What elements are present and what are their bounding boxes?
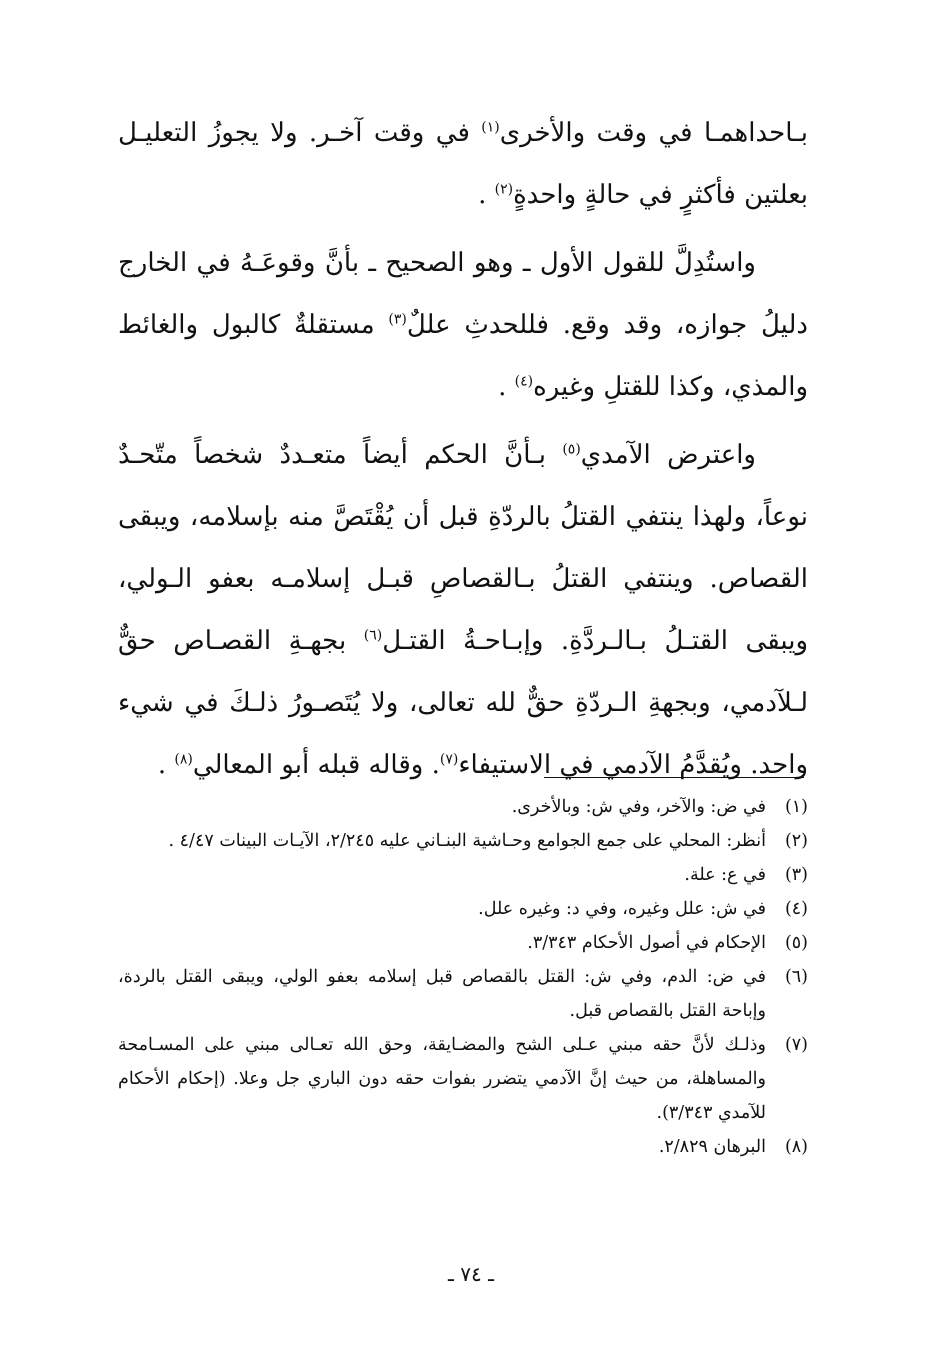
paragraph-text: واستُدِلَّ للقول الأول ـ وهو الصحيح ـ بأنَّ وقوعَـهُ في الخارج دليلُ جوازه، وقد وقع. فللحدثِ عللٌ [118, 248, 808, 340]
paragraph [118, 424, 808, 796]
main-text [118, 102, 808, 802]
footnote [118, 1028, 808, 1130]
footnote-number: (٤) [784, 899, 808, 919]
footnote-marker: (٦) [363, 627, 383, 644]
footnote-marker: (٨) [174, 751, 193, 768]
footnote-text: وذلـك لأنَّ حقه مبني عـلى الشح والمضـايقة، وحق الله تعـالى مبني على المسـامحة والمساهلة، من حيث إنَّ الآدمي يتضرر بفوات حقه دون الباري جل وعلا. (إحكام الأحكام للآمدي ٣/٣٤٣). [118, 1035, 766, 1123]
footnote-text: في ش: علل وغيره، وفي د: وغيره علل. [478, 899, 766, 919]
paragraph-text: بـأنَّ الحكم أيضاً متعـددٌ شخصاً متّحـدٌ نوعاً، ولهذا ينتفي القتلُ بالردّةِ قبل أن يُقْتَصَّ منه بإسلامه، ويبقى القصاص. وينتفي القتلُ بـالقصاصِ قبـل إسلامـه بعفو الـولي، ويبقى القتـلُ بـالـردَّةِ. وإبـاحـةُ القتـل [118, 440, 808, 656]
footnote-separator [544, 777, 804, 778]
paragraph-text: . [157, 750, 175, 780]
footnote-text: الإحكام في أصول الأحكام ٣/٣٤٣. [527, 933, 766, 953]
paragraph-text: بجهـةِ القصـاص حقٌّ لـلآدمي، وبجهةِ الـردّةِ حقٌّ لله تعالى، ولا يُتَصـورُ ذلـكَ في شيء واحد. ويُقدَّمُ الآدمي في الاستيفاء [118, 626, 808, 780]
footnote-text: في ض: الدم، وفي ش: القتل بالقصاص قبل إسلامه بعفو الولي، ويبقى القتل بالردة، وإباحة القتل بالقصاص قبل. [118, 967, 766, 1021]
footnote-number: (٢) [784, 831, 808, 851]
footnote-text: أنظر: المحلي على جمع الجوامع وحـاشية البنـاني عليه ٢/٢٤٥، الآيـات البينات ٤/٤٧ . [168, 831, 766, 851]
paragraph-text: . [498, 372, 515, 402]
footnote-number: (١) [784, 797, 808, 817]
footnotes-list [118, 790, 808, 1164]
footnote-marker: (١) [481, 119, 500, 136]
page-number: ـ ٧٤ ـ [448, 1262, 494, 1286]
paragraph-text: . [478, 180, 495, 210]
footnote-marker: (٢) [494, 181, 514, 198]
footnote [118, 892, 808, 926]
footnote-number: (٦) [784, 967, 808, 987]
paragraph [118, 232, 808, 418]
footnote-marker: (٣) [388, 311, 407, 328]
footnote-marker: (٧) [439, 751, 459, 768]
paragraph-text: مستقلةٌ كالبول والغائط والمذي، وكذا للقتلِ وغيره [118, 310, 808, 402]
paragraph-text: في وقت آخـر. ولا يجوزُ التعليـل بعلتين فأكثرٍ في حالةٍ واحدةٍ [118, 118, 808, 210]
footnote-text: البرهان ٢/٨٢٩. [658, 1137, 766, 1157]
footnote-number: (٥) [784, 933, 808, 953]
footnote [118, 824, 808, 858]
footnote-text: في ع: علة. [684, 865, 766, 885]
footnote [118, 960, 808, 1028]
footnote-number: (٧) [784, 1035, 808, 1055]
footnote-marker: (٤) [514, 373, 534, 390]
paragraph [118, 102, 808, 226]
footnote [118, 858, 808, 892]
footnote [118, 790, 808, 824]
footnote-number: (٣) [784, 865, 808, 885]
paragraph-text: بـاحداهمـا في وقت والأخرى [499, 118, 808, 148]
footnote-marker: (٥) [562, 441, 581, 458]
paragraph-text: . وقاله قبله أبو المعالي [192, 750, 440, 780]
paragraph-text: واعترض الآمدي [580, 440, 756, 470]
footnote-text: في ض: والآخر، وفي ش: وبالأخرى. [511, 797, 766, 817]
footnote [118, 926, 808, 960]
footnote-number: (٨) [784, 1137, 808, 1157]
footnote [118, 1130, 808, 1164]
